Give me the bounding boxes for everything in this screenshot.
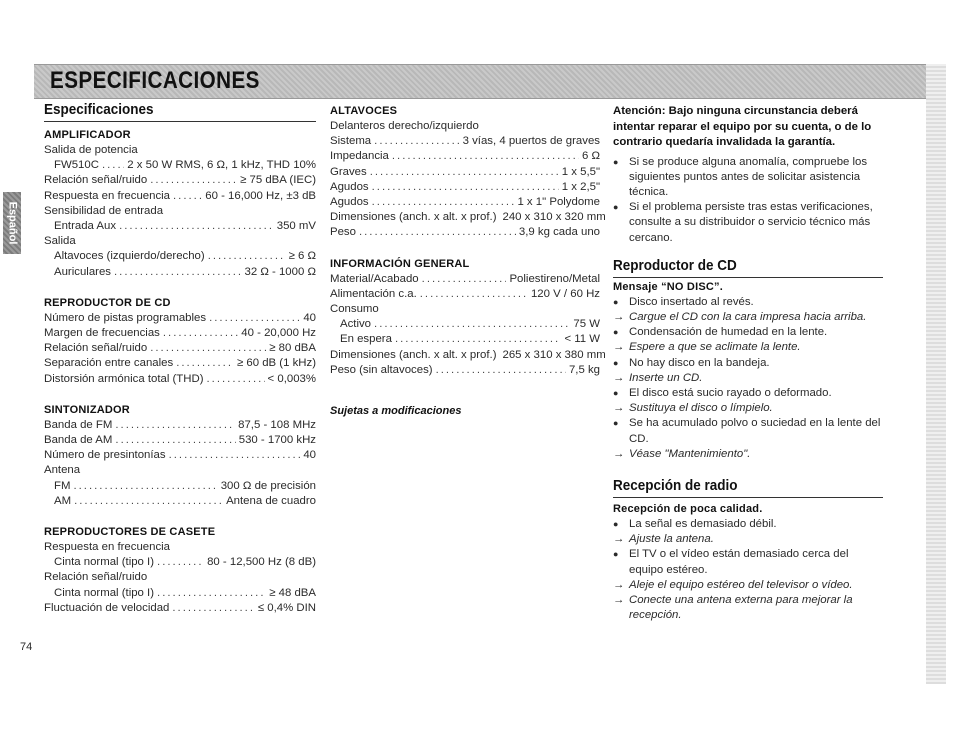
bullet-icon: ● xyxy=(613,156,619,167)
spec-row: Graves ..... 1 x 5,5" xyxy=(330,165,600,180)
subsection-amplificador: AMPLIFICADOR xyxy=(44,129,131,141)
section-title-reproductor-cd: Reproductor de CD xyxy=(613,256,737,274)
page-edge-shade xyxy=(926,64,946,684)
spec-row: Auriculares ..... 32 Ω - 1000 Ω xyxy=(44,265,316,280)
arrow-icon: → xyxy=(613,533,625,546)
cause-item: ● Se ha acumulado polvo o suciedad en la lente del CD. xyxy=(613,417,881,445)
radio-subtitle: Recepción de poca calidad. xyxy=(613,502,763,515)
spec-row: Cinta normal (tipo I) ..... 80 - 12,500 Hz (8 dB) xyxy=(44,555,316,570)
spec-label: Salida de potencia xyxy=(44,144,138,156)
section-title-especificaciones: Especificaciones xyxy=(44,101,154,118)
arrow-icon: → xyxy=(613,578,625,591)
spec-label: Delanteros derecho/izquierdo xyxy=(330,120,479,132)
bullet-icon: ● xyxy=(613,387,619,398)
spec-row: Agudos ..... 1 x 1" Polydome xyxy=(330,195,600,210)
spec-row: Material/Acabado ..... Poliestireno/Metal xyxy=(330,272,600,287)
arrow-icon: → xyxy=(613,341,625,354)
remedy-item: → Aleje el equipo estéreo del televisor o vídeo. xyxy=(613,578,883,593)
section-rule xyxy=(613,277,883,278)
language-tab-label: Español xyxy=(6,201,19,245)
bullet-icon: ● xyxy=(613,202,619,213)
cd-troubleshoot-list xyxy=(613,295,883,462)
spec-row: AM ..... Antena de cuadro xyxy=(44,494,316,509)
bullet-icon: ● xyxy=(613,549,619,560)
spec-row: Dimensiones (anch. x alt. x prof.) 240 x 310 x 320 mm xyxy=(330,211,606,224)
cause-item: ● Condensación de humedad en la lente. xyxy=(613,325,883,340)
column-troubleshooting xyxy=(613,100,883,623)
section-rule xyxy=(613,497,883,498)
bullet-icon: ● xyxy=(613,327,619,338)
bullet-icon: ● xyxy=(613,418,619,429)
language-tab xyxy=(3,192,21,254)
spec-row: Distorsión armónica total (THD) ..... < 0,003% xyxy=(44,372,316,387)
arrow-icon: → xyxy=(613,371,625,384)
spec-row: Margen de frecuencias ..... 40 - 20,000 Hz xyxy=(44,326,316,341)
spec-row: Relación señal/ruido ..... ≥ 80 dBA xyxy=(44,341,316,356)
radio-troubleshoot-list xyxy=(613,517,883,623)
spec-row: Peso (sin altavoces) ..... 7,5 kg xyxy=(330,363,600,378)
spec-row: Cinta normal (tipo I) ..... ≥ 48 dBA xyxy=(44,586,316,601)
spec-row: Separación entre canales ..... ≥ 60 dB (1 kHz) xyxy=(44,356,316,371)
spec-row: Peso ..... 3,9 kg cada uno xyxy=(330,225,600,240)
spec-row: Altavoces (izquierdo/derecho) ..... ≥ 6 Ω xyxy=(44,249,316,264)
spec-label: Relación señal/ruido xyxy=(44,571,148,584)
spec-row: Dimensiones (anch. x alt. x prof.) 265 x 310 x 380 mm xyxy=(330,348,606,361)
remedy-item: → Espere a que se aclimate la lente. xyxy=(613,340,883,355)
subsection-informacion-general: INFORMACIÓN GENERAL xyxy=(330,257,470,270)
spec-row: Banda de AM ..... 530 - 1700 kHz xyxy=(44,433,316,448)
spec-row: Agudos ..... 1 x 2,5" xyxy=(330,180,600,195)
warning-text: Atención: Bajo ninguna circunstancia deberá intentar reparar el equipo por su cuenta, o de lo contrario quedaría invalidada la garantía. xyxy=(613,105,872,148)
cd-spec-list xyxy=(44,311,316,387)
spec-row: Alimentación c.a. ..... 120 V / 60 Hz xyxy=(330,287,600,302)
column-speakers-general xyxy=(330,100,606,419)
spec-row: Banda de FM ..... 87,5 - 108 MHz xyxy=(44,418,316,433)
warning-bullets xyxy=(613,155,883,246)
bullet-icon: ● xyxy=(613,296,619,307)
subsection-sintonizador: SINTONIZADOR xyxy=(44,403,130,416)
spec-row: Relación señal/ruido ..... ≥ 75 dBA (IEC) xyxy=(44,173,316,188)
spec-label: Salida xyxy=(44,235,76,248)
arrow-icon: → xyxy=(613,402,625,415)
spec-row: Número de pistas programables ..... 40 xyxy=(44,311,316,326)
arrow-icon: → xyxy=(613,447,625,460)
cause-item: ● La señal es demasiado débil. xyxy=(613,517,883,532)
warning-bullet: ● Si el problema persiste tras estas verificaciones, consulte a su distribuidor o servicio técnico más cercano. xyxy=(613,201,873,244)
remedy-item: → Cargue el CD con la cara impresa hacia arriba. xyxy=(613,310,883,325)
warning-bullet: ● Si se produce alguna anomalía, compruebe los siguientes puntos antes de solicitar asistencia técnica. xyxy=(613,155,868,198)
section-title-recepcion-radio: Recepción de radio xyxy=(613,476,738,494)
spec-row: FM ..... 300 Ω de precisión xyxy=(44,479,316,494)
spec-label: Consumo xyxy=(330,303,379,316)
page-title: ESPECIFICACIONES xyxy=(50,67,260,94)
spec-label: Respuesta en frecuencia xyxy=(44,541,171,554)
cause-item: ● No hay disco en la bandeja. xyxy=(613,356,883,371)
spec-row: Sistema ..... 3 vías, 4 puertos de graves xyxy=(330,134,600,149)
speaker-spec-list xyxy=(330,134,606,240)
subject-to-change-note: Sujetas a modificaciones xyxy=(330,405,462,418)
remedy-item: → Inserte un CD. xyxy=(613,371,883,386)
bullet-icon: ● xyxy=(613,357,619,368)
subsection-reproductor-cd: REPRODUCTOR DE CD xyxy=(44,296,171,309)
subsection-altavoces: ALTAVOCES xyxy=(330,105,398,117)
spec-row: Fluctuación de velocidad ..... ≤ 0,4% DIN xyxy=(44,601,316,616)
cd-message: Mensaje “NO DISC”. xyxy=(613,280,723,293)
bullet-icon: ● xyxy=(613,518,619,529)
column-specifications xyxy=(44,100,316,616)
spec-row: Activo ..... 75 W xyxy=(330,317,600,332)
section-rule xyxy=(44,121,316,122)
cause-item: ● Disco insertado al revés. xyxy=(613,295,883,310)
spec-row: Impedancia ..... 6 Ω xyxy=(330,149,600,164)
spec-label: Sensibilidad de entrada xyxy=(44,204,164,217)
remedy-item: → Ajuste la antena. xyxy=(613,532,883,547)
arrow-icon: → xyxy=(613,310,625,323)
cause-item: ● El disco está sucio rayado o deformado. xyxy=(613,386,883,401)
subsection-casete: REPRODUCTORES DE CASETE xyxy=(44,526,216,539)
remedy-item: → Sustituya el disco o límpielo. xyxy=(613,401,883,416)
spec-row: FW510C ..... 2 x 50 W RMS, 6 Ω, 1 kHz, THD 10% xyxy=(44,158,316,173)
spec-row: En espera ..... < 11 W xyxy=(330,332,600,347)
arrow-icon: → xyxy=(613,593,625,606)
spec-row: Respuesta en frecuencia ..... 60 - 16,000 Hz, ±3 dB xyxy=(44,189,316,204)
spec-row: Número de presintonías ..... 40 xyxy=(44,448,316,463)
header-banner xyxy=(34,64,946,99)
cause-item: ● El TV o el vídeo están demasiado cerca del equipo estéreo. xyxy=(613,548,849,576)
remedy-item: → Véase "Mantenimiento". xyxy=(613,447,883,462)
remedy-item: → Conecte una antena externa para mejorar la recepción. xyxy=(613,593,883,623)
page-number: 74 xyxy=(20,641,33,653)
spec-row: Entrada Aux ..... 350 mV xyxy=(44,219,316,234)
spec-label: Antena xyxy=(44,464,81,477)
